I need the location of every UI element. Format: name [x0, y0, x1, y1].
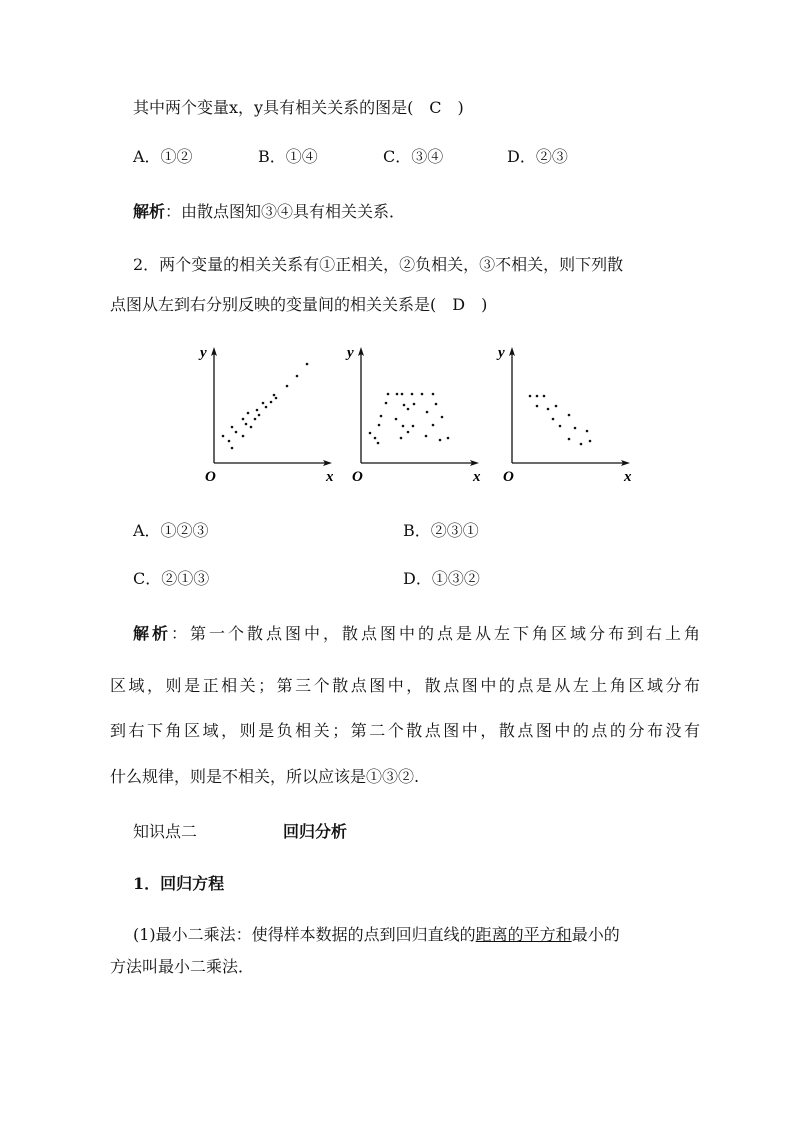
analysis-label: 解析 — [133, 624, 171, 643]
scatter-point — [435, 403, 438, 406]
scatter-point — [552, 418, 555, 421]
scatter-point — [374, 437, 377, 440]
scatter-point — [412, 425, 415, 428]
scatter-point — [222, 435, 225, 438]
scatter-point — [426, 411, 429, 414]
analysis-label: 解析 — [133, 202, 166, 221]
scatter-point — [395, 418, 398, 421]
scatter-point — [245, 423, 248, 426]
scatter-point — [377, 442, 380, 445]
scatter-point — [559, 425, 562, 428]
scatter-point — [228, 440, 231, 443]
scatter-point — [387, 393, 390, 396]
x-axis-label: x — [624, 469, 632, 485]
q2-option-a: A．①②③ — [133, 521, 209, 540]
q1-option-b: B．①④ — [258, 147, 318, 166]
scatter-point — [536, 395, 539, 398]
x-axis-label: x — [326, 469, 334, 485]
scatter-point — [407, 431, 410, 434]
scatter-point — [439, 439, 442, 442]
scatter-point — [275, 397, 278, 400]
q1-stem: 其中两个变量x，y具有相关关系的图是( C ) — [133, 98, 464, 117]
scatter-point — [401, 393, 404, 396]
scatter-point — [385, 402, 388, 405]
scatter-point — [306, 363, 309, 366]
subsection-title: 1．回归方程 — [133, 874, 225, 893]
scatter-point — [286, 385, 289, 388]
q2-analysis-line2: 区域，则是正相关；第三个散点图中，散点图中的点是从左上角区域分布 — [110, 676, 700, 695]
scatter-point — [568, 414, 571, 417]
scatter-point — [580, 443, 583, 446]
scatter-point — [235, 431, 238, 434]
scatter-plot-2 — [337, 340, 487, 485]
scatter-point — [273, 394, 276, 397]
scatter-point — [411, 393, 414, 396]
scatter-point — [421, 393, 424, 396]
section-label: 知识点二 — [133, 822, 198, 841]
scatter-point — [270, 401, 273, 404]
origin-label: O — [352, 469, 363, 485]
scatter-point — [258, 414, 261, 417]
scatter-point — [403, 404, 406, 407]
scatter-point — [231, 426, 234, 429]
scatter-point — [586, 430, 589, 433]
scatter-point — [380, 415, 383, 418]
q2-option-b: B．②③① — [403, 521, 479, 540]
scatter-point — [555, 405, 558, 408]
analysis-text: ：由散点图知③④具有相关关系． — [165, 202, 406, 221]
definition-line1 — [133, 925, 620, 945]
definition-line2: 方法叫最小二乘法． — [110, 957, 255, 976]
scatter-point — [254, 418, 257, 421]
scatter-point — [413, 403, 416, 406]
scatter-point — [568, 438, 571, 441]
underlined-term: 距离的平方和 — [475, 925, 572, 944]
scatter-point — [536, 405, 539, 408]
scatter-point — [547, 408, 550, 411]
y-axis-label: y — [347, 345, 354, 361]
q1-analysis — [133, 202, 405, 222]
scatter-plot-3 — [488, 340, 638, 485]
scatter-point — [402, 425, 405, 428]
scatter-point — [589, 440, 592, 443]
q1-option-c: C．③④ — [383, 147, 444, 166]
scatter-point — [250, 426, 253, 429]
scatter-point — [529, 395, 532, 398]
scatter-point — [400, 437, 403, 440]
scatter-point — [407, 408, 410, 411]
q2-analysis-line4: 什么规律，则是不相关，所以应该是①③②. — [110, 767, 420, 786]
q2-analysis-line3: 到右下角区域，则是负相关；第二个散点图中，散点图中的点的分布没有 — [110, 721, 700, 740]
x-axis-label: x — [473, 469, 481, 485]
q2-option-c: C．②①③ — [133, 569, 210, 588]
q2-stem-line2: 点图从左到右分别反映的变量间的相关关系是( D ) — [110, 295, 488, 314]
scatter-point — [242, 418, 245, 421]
y-axis-label: y — [498, 345, 505, 361]
scatter-point — [296, 375, 299, 378]
scatter-point — [262, 402, 265, 405]
scatter-point — [396, 393, 399, 396]
scatter-point — [242, 435, 245, 438]
definition-text: 最小的 — [571, 925, 620, 944]
scatter-point — [231, 447, 234, 450]
scatter-point — [265, 406, 268, 409]
origin-label: O — [205, 469, 216, 485]
scatter-point — [432, 393, 435, 396]
q1-option-d: D．②③ — [507, 147, 568, 166]
q1-option-a: A．①② — [133, 147, 193, 166]
scatter-point — [256, 409, 259, 412]
scatter-plot-1 — [190, 340, 340, 485]
section-title: 回归分析 — [283, 822, 348, 841]
scatter-point — [369, 432, 372, 435]
scatter-point — [447, 437, 450, 440]
scatter-point — [432, 424, 435, 427]
scatter-point — [247, 412, 250, 415]
scatter-point — [441, 416, 444, 419]
y-axis-label: y — [200, 345, 207, 361]
q2-stem-line1: 2．两个变量的相关关系有①正相关，②负相关，③不相关，则下列散 — [133, 255, 624, 274]
scatter-point — [425, 435, 428, 438]
q2-analysis-line1 — [133, 624, 700, 644]
definition-text: (1)最小二乘法：使得样本数据的点到回归直线的 — [133, 925, 476, 944]
scatter-point — [574, 427, 577, 430]
scatter-point — [543, 395, 546, 398]
q2-option-d: D．①③② — [403, 569, 480, 588]
analysis-text: ：第一个散点图中，散点图中的点是从左下角区域分布到右上角 — [171, 624, 700, 643]
scatter-point — [378, 424, 381, 427]
origin-label: O — [503, 469, 514, 485]
